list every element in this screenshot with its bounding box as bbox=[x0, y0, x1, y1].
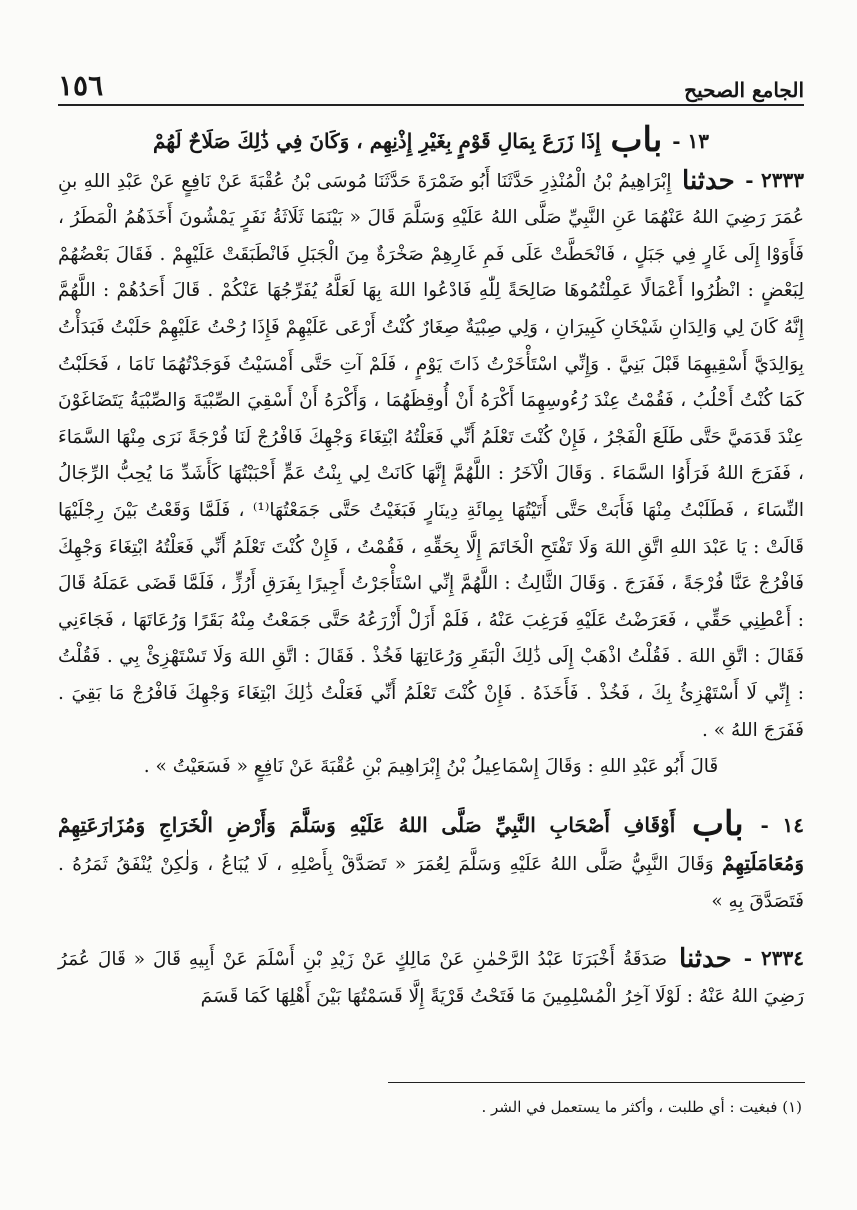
page-number: ١٥٦ bbox=[58, 69, 104, 102]
chapter-text: وَقَالَ النَّبِيُّ صَلَّى اللهُ عَلَيْهِ وَسَلَّمَ لِعُمَرَ « تَصَدَّقْ بِأَصْلِهِ ، لَا يُبَاعُ ، وَلٰكِنْ يُنْفَقُ ثَمَرُهُ . فَتَصَدَّقَ بِهِ » bbox=[58, 854, 804, 912]
hadith-2334 bbox=[58, 940, 804, 1015]
hadith-number: ٢٣٣٤ - bbox=[743, 946, 805, 971]
haddatha-word: حدثنا bbox=[682, 165, 735, 196]
haddatha-word: حدثنا bbox=[679, 944, 732, 975]
hadith-2333 bbox=[58, 162, 804, 750]
chapter-title: إِذَا زَرَعَ بِمَالِ قَوْمٍ بِغَيْرِ إِذْنِهِم ، وَكَانَ فِي ذَٰلِكَ صَلَاحٌ لَهُمْ bbox=[152, 129, 601, 153]
header-rule bbox=[58, 104, 804, 106]
chapter-title: أَوْقَافِ أَصْحَابِ النَّبِيِّ صَلَّى اللهُ عَلَيْهِ وَسَلَّمَ وَأَرْضِ الْخَرَاجِ وَمُزَارَعَتِهِمْ وَمُعَامَلَتِهِمْ bbox=[58, 812, 804, 876]
section-gap bbox=[58, 920, 804, 940]
chapter-number: ١٣ - bbox=[672, 129, 710, 153]
section-gap bbox=[58, 786, 804, 806]
bab-word: باب bbox=[691, 803, 744, 844]
chapter-number: ١٤ - bbox=[760, 812, 804, 837]
bab-word: باب bbox=[610, 120, 663, 160]
body-text bbox=[58, 122, 804, 1016]
footnote: (١) فبغيت : أي طلبت ، وأكثر ما يستعمل في الشر . bbox=[481, 1098, 802, 1116]
book-title: الجامع الصحيح bbox=[684, 78, 804, 102]
hadith-text: إِبْرَاهِيمُ بْنُ الْمُنْذِرِ حَدَّثَنَا أَبُو ضَمْرَةَ حَدَّثَنَا مُوسَى بْنُ عُقْبَةَ عَنْ نَافِعٍ عَنْ عَبْدِ اللهِ بنِ عُمَرَ رَضِيَ اللهُ عَنْهُمَا عَنِ النَّبِيِّ صَلَّى اللهُ عَلَيْهِ وَسَلَّمَ قَالَ « بَيْنَمَا ثَلَاثَةُ نَفَرٍ يَمْشُونَ أَخَذَهُمُ الْمَطَرُ ، فَأَوَوْا إِلَى غَارٍ فِي جَبَلٍ ، فَانْحَطَّتْ عَلَى فَمِ غَارِهِمْ صَخْرَةٌ مِنَ الْجَبَلِ فَانْطَبَقَتْ عَلَيْهِمْ . فَقَالَ بَعْضُهُمْ لِبَعْضٍ : انْظُرُوا أَعْمَالًا عَمِلْتُمُوهَا صَالِحَةً لِلّٰهِ فَادْعُوا اللهَ بِهَا لَعَلَّهُ يُفَرِّجُهَا عَنْكُمْ . قَالَ أَحَدُهُمْ : اللَّهُمَّ إِنَّهُ كَانَ لِي وَالِدَانِ شَيْخَانِ كَبِيرَانِ ، وَلِي صِبْيَةٌ صِغَارٌ كُنْتُ أَرْعَى عَلَيْهِمْ فَإِذَا رُحْتُ عَلَيْهِمْ حَلَبْتُ فَبَدَأْتُ بِوَالِدَيَّ أَسْقِيهِمَا قَبْلَ بَنِيَّ . وَإِنِّي اسْتَأْخَرْتُ ذَاتَ يَوْمٍ ، فَلَمْ آتِ حَتَّى أَمْسَيْتُ فَوَجَدْتُهُمَا نَامَا ، فَحَلَبْتُ كَمَا كُنْتُ أَحْلُبُ ، فَقُمْتُ عِنْدَ رُءُوسِهِمَا أَكْرَهُ أَنْ أُوقِظَهُمَا ، وَأَكْرَهُ أَنْ أَسْقِيَ الصِّبْيَةَ وَالصِّبْيَةُ يَتَضَاغَوْنَ عِنْدَ قَدَمَيَّ حَتَّى طَلَعَ الْفَجْرُ ، فَإِنْ كُنْتَ تَعْلَمُ أَنِّي فَعَلْتُهُ ابْتِغَاءَ وَجْهِكَ فَافْرُجْ لَنَا فُرْجَةً نَرَى مِنْهَا السَّمَاءَ ، فَفَرَجَ اللهُ فَرَأَوُا السَّمَاءَ . وَقَالَ الْآخَرُ : اللَّهُمَّ إِنَّهَا كَانَتْ لِي بِنْتُ عَمٍّ أَحْبَبْتُهَا كَأَشَدِّ مَا يُحِبُّ الرِّجَالُ النِّسَاءَ ، فَطَلَبْتُ مِنْهَا فَأَبَتْ حَتَّى أَتَيْتُهَا بِمِائَةِ دِينَارٍ فَبَغَيْتُ حَتَّى جَمَعْتُهَا⁽¹⁾ ، فَلَمَّا وَقَعْتُ بَيْنَ رِجْلَيْهَا قَالَتْ : يَا عَبْدَ اللهِ اتَّقِ اللهَ وَلَا تَفْتَحِ الْخَاتَمَ إِلَّا بِحَقِّهِ ، فَقُمْتُ ، فَإِنْ كُنْتَ تَعْلَمُ أَنِّي فَعَلْتُهُ ابْتِغَاءَ وَجْهِكَ فَافْرُجْ عَنَّا فُرْجَةً ، فَفَرَجَ . وَقَالَ الثَّالِثُ : اللَّهُمَّ إِنِّي اسْتَأْجَرْتُ أَجِيرًا بِفَرَقِ أَرُزٍّ ، فَلَمَّا قَضَى عَمَلَهُ قَالَ : أَعْطِنِي حَقِّي ، فَعَرَضْتُ عَلَيْهِ فَرَغِبَ عَنْهُ ، فَلَمْ أَزَلْ أَزْرَعُهُ حَتَّى جَمَعْتُ مِنْهُ بَقَرًا وَرُعَاتَهَا ، فَجَاءَنِي فَقَالَ : اتَّقِ اللهَ . فَقُلْتُ اذْهَبْ إِلَى ذَٰلِكَ الْبَقَرِ وَرُعَاتِهَا فَخُذْ . فَقَالَ : اتَّقِ اللهَ وَلَا تَسْتَهْزِئْ بِي . فَقُلْتُ : إِنِّي لَا أَسْتَهْزِئُ بِكَ ، فَخُذْ . فَأَخَذَهُ . فَإِنْ كُنْتَ تَعْلَمُ أَنِّي فَعَلْتُ ذَٰلِكَ ابْتِغَاءَ وَجْهِكَ فَافْرُجْ مَا بَقِيَ . فَفَرَجَ اللهُ » . bbox=[58, 170, 804, 741]
hadith-text: صَدَقَةُ أَخْبَرَنَا عَبْدُ الرَّحْمٰنِ عَنْ مَالِكٍ عَنْ زَيْدِ بْنِ أَسْلَمَ عَنْ أَبِيهِ قَالَ « قَالَ عُمَرُ رَضِيَ اللهُ عَنْهُ : لَوْلَا آخِرُ الْمُسْلِمِينَ مَا فَتَحْتُ قَرْيَةً إِلَّا قَسَمْتُهَا بَيْنَ أَهْلِهَا كَمَا قَسَمَ bbox=[58, 949, 804, 1008]
chapter-heading-13 bbox=[58, 122, 804, 162]
footnote-rule bbox=[388, 1082, 805, 1083]
chapter-heading-14 bbox=[58, 803, 804, 921]
hadith-number: ٢٣٣٣ - bbox=[745, 167, 804, 192]
page-header bbox=[58, 62, 804, 102]
narration-note: قَالَ أَبُو عَبْدِ اللهِ : وَقَالَ إِسْمَاعِيلُ بْنُ إِبْرَاهِيمَ بْنِ عُقْبَةَ عَنْ نَافِعٍ « فَسَعَيْتُ » . bbox=[143, 756, 719, 778]
